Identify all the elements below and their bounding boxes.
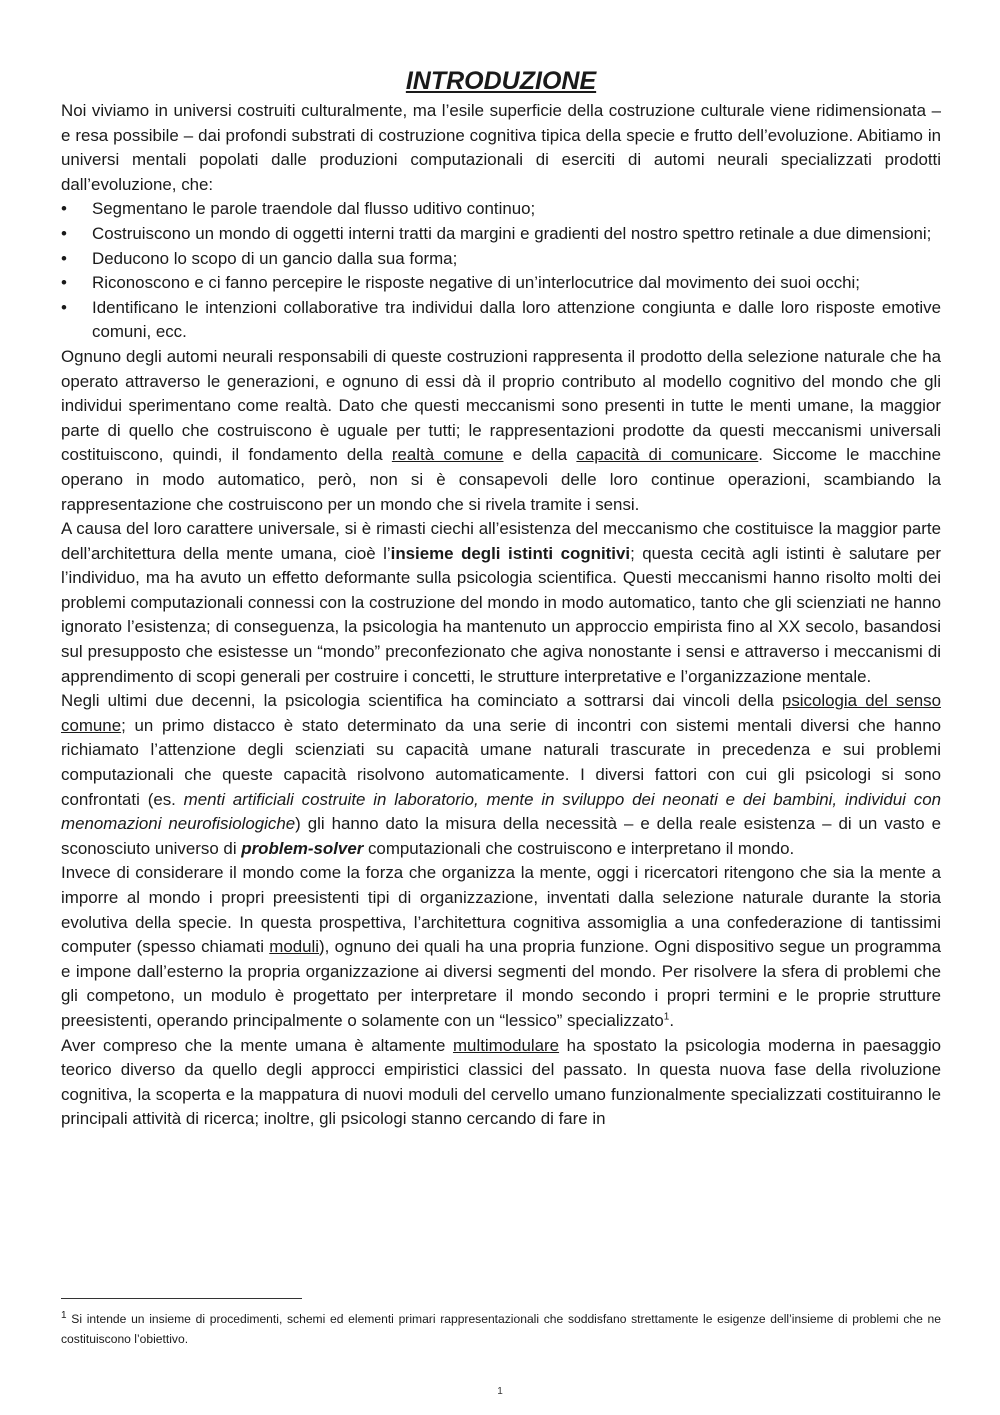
- list-item: • Deducono lo scopo di un gancio dalla sua forma;: [61, 247, 941, 272]
- paragraph-1: Noi viviamo in universi costruiti culturalmente, ma l’esile superficie della costruzione culturale viene ridimensionata – e resa possibile – dai profondi substrati di costruzione cognitiva tipica della specie e frutto dell’evoluzione. Abitiamo in universi mentali popolati dalle produzioni computazionali di eserciti di automi neurali specializzati prodotti dall’evoluzione, che:: [61, 101, 941, 194]
- paragraph-4: Negli ultimi due decenni, la psicologia scientifica ha cominciato a sottrarsi dai vincoli della psicologia del senso comune; un primo distacco è stato determinato da una serie di incontri con sistemi mentali diversi che hanno richiamato l’attenzione degli scienziati su capacità umane naturali trascurate in precedenza e sui problemi computazionali che queste capacità risolvono automaticamente. I diversi fattori con cui gli psicologi si sono confrontati (es. menti artificiali costruite in laboratorio, mente in sviluppo dei neonati e dei bambini, individui con menomazioni neurofisiologiche) gli hanno dato la misura della necessità – e della reale esistenza – di un vasto e sconosciuto universo di problem-solver computazionali che costruiscono e interpretano il mondo.: [61, 691, 941, 858]
- footnote-mark: 1: [61, 1309, 67, 1321]
- italic-examples: menti artificiali costruite in laboratorio, mente in sviluppo dei neonati e dei bambini, individui con menomazioni neurofisiologiche: [61, 789, 941, 834]
- footnote: $^1$ Si intende un insieme di procedimenti, schemi ed elementi primari rappresentazionali che soddisfano strettamente le esigenze dell’insieme di problemi che ne costituiscono l’obiettivo.: [61, 1309, 941, 1346]
- bold-term-istinti-cognitivi: insieme degli istinti cognitivi: [390, 543, 631, 563]
- bullet-icon: •: [61, 273, 67, 293]
- underlined-term-capacita-comunicare: capacità di comunicare: [576, 445, 759, 465]
- underlined-term-moduli: moduli: [269, 937, 320, 957]
- paragraph-2: Ognuno degli automi neurali responsabili di queste costruzioni rappresenta il prodotto della selezione naturale che ha operato attraverso le generazioni, e ognuno di essi dà il proprio contributo al modello cognitivo del mondo che gli individui sperimentano come realtà. Dato che questi meccanismi sono presenti in tutte le menti umane, la maggior parte di quello che costruiscono è uguale per tutti; le rappresentazioni prodotte da questi meccanismi universali costituiscono, quindi, il fondamento della realtà comune e della capacità di comunicare. Siccome le macchine operano in modo automatico, però, non si è consapevoli delle loro continue operazioni, scambiando la rappresentazione che costruiscono per un mondo che si rivela tramite i sensi.: [61, 346, 941, 514]
- bullet-list: [61, 197, 941, 345]
- page-title: INTRODUZIONE: [405, 67, 597, 95]
- list-item: • Identificano le intenzioni collaborative tra individui dalla loro attenzione congiunta e dalle loro risposte emotive comuni, ecc.: [61, 297, 941, 342]
- footnote-reference: 1: [663, 1011, 670, 1023]
- bullet-icon: •: [61, 297, 67, 317]
- list-item: • Costruiscono un mondo di oggetti interni tratti da margini e gradienti del nostro spettro retinale a due dimensioni;: [61, 222, 941, 247]
- list-item: • Segmentano le parole traendole dal flusso uditivo continuo;: [61, 197, 941, 222]
- bullet-icon: •: [61, 248, 67, 268]
- paragraph-5: Invece di considerare il mondo come la forza che organizza la mente, oggi i ricercatori ritengono che sia la mente a imporre al mondo i propri preesistenti tipi di organizzazione, inventati dalla selezione naturale durante la storia evolutiva della specie. In questa prospettiva, l’architettura cognitiva assomiglia a una confederazione di tantissimi computer (spesso chiamati moduli), ognuno dei quali ha una propria funzione. Ogni dispositivo segue un programma e impone dall’esterno la propria organizzazione ai diversi segmenti del mondo. Per risolvere la sfera di problemi che gli competono, un modulo è progettato per interpretare il mondo secondo i propri termini e le proprie strutture preesistenti, operando principalmente o solamente con un “lessico” specializzato$^1$.: [61, 863, 941, 1030]
- underlined-term-psicologia-senso-comune: psicologia del senso comune: [61, 691, 941, 735]
- list-item: • Riconoscono e ci fanno percepire le risposte negative di un’interlocutrice dal movimento dei suoi occhi;: [61, 271, 941, 296]
- paragraph-6: Aver compreso che la mente umana è altamente multimodulare ha spostato la psicologia moderna in paesaggio teorico diverso da quello degli approcci empiristici classici del passato. In questa nuova fase della rivoluzione cognitiva, la scoperta e la mappatura di nuovi moduli del cervello umano funzionalmente specializzati costituiranno le principali attività di ricerca; inoltre, gli psicologi stanno cercando di fare in: [61, 1035, 941, 1129]
- page-number: 1: [497, 1386, 503, 1397]
- underlined-term-multimodulare: multimodulare: [452, 1035, 560, 1055]
- underlined-term-realta-comune: realtà comune: [391, 445, 504, 465]
- bold-italic-term-problem-solver: problem-solver: [241, 838, 364, 858]
- bullet-icon: •: [61, 223, 67, 243]
- footnote-separator: [61, 1298, 302, 1299]
- paragraph-3: A causa del loro carattere universale, si è rimasti ciechi all’esistenza del meccanismo che costituisce la maggior parte dell’architettura della mente umana, cioè l’insieme degli istinti cognitivi; questa cecità agli istinti è salutare per l’individuo, ma ha avuto un effetto deformante sulla psicologia scientifica. Questi meccanismi hanno risolto molti dei problemi computazionali connessi con la costruzione del mondo in modo automatico, tanto che gli scienziati ne hanno ignorato l’esistenza; di conseguenza, la psicologia ha mantenuto un approccio empirista fino al XX secolo, basandosi sul presupposto che esistesse un “mondo” preconfezionato che agiva nonostante i sensi e attraverso i meccanismi di apprendimento di scopi generali per costruire i concetti, le strutture interpretative e l’organizzazione mentale.: [61, 519, 941, 686]
- bullet-icon: •: [61, 199, 67, 219]
- document-body: [61, 66, 941, 1132]
